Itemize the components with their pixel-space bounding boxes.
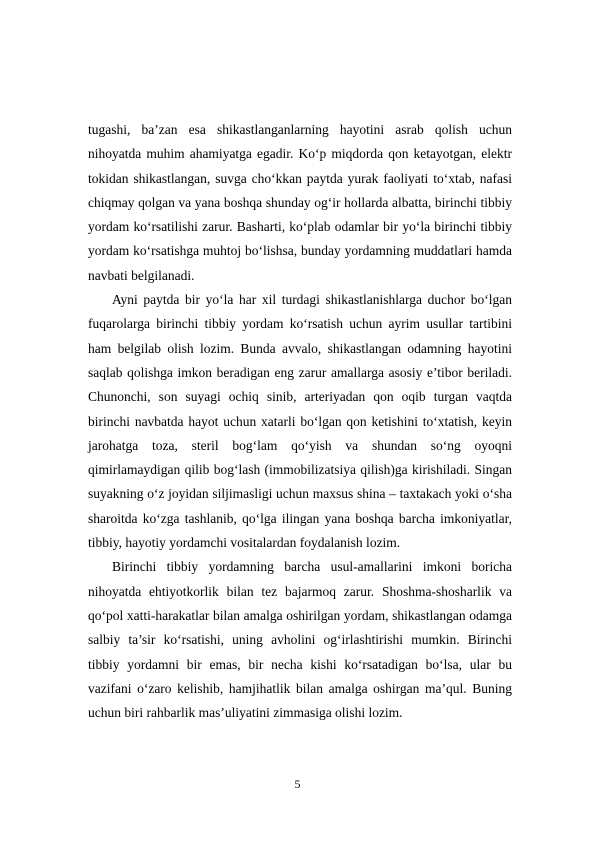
paragraph-continued: tugashi, ba’zan esa shikastlanganlarning hayotini asrab qolish uchun nihoyatda muhim ahamiyatga egadir. Ko‘p miqdorda qon ketayotgan, elektr tokidan shikastlangan, suvga cho‘kkan paytda yurak faoliyati to‘xtab, nafasi chiqmay qolgan va yana boshqa shunday og‘ir hollarda albatta, birinchi tibbiy yordam ko‘rsatilishi zarur. Basharti, ko‘plab odamlar bir yo‘la birinchi tibbiy yordam ko‘rsatishga muhtoj bo‘lishsa, bunday yordamning muddatlari hamda navbati belgilanadi. [88, 122, 512, 283]
paragraph: Birinchi tibbiy yordamning barcha usul-amallarini imkoni boricha nihoyatda ehtiyotkorlik bilan tez bajarmoq zarur. Shoshma-shosharlik va qo‘pol xatti-harakatlar bilan amalga oshirilgan yordam, shikastlangan odamga salbiy ta’sir ko‘rsatishi, uning avholini og‘irlashtirishi mumkin. Birinchi tibbiy yordamni bir emas, bir necha kishi ko‘rsatadigan bo‘lsa, ular bu vazifani o‘zaro kelishib, hamjihatlik bilan amalga oshirgan ma’qul. Buning uchun biri rahbarlik mas’uliyatini zimmasiga olishi lozim. [88, 559, 512, 721]
page-number: 5 [294, 777, 301, 791]
body-text [88, 118, 512, 725]
paragraph: Ayni paytda bir yo‘la har xil turdagi shikastlanishlarga duchor bo‘lgan fuqarolarga birinchi tibbiy yordam ko‘rsatish uchun ayrim usullar tartibini ham belgilab olish lozim. Bunda avvalo, shikastlangan odamning hayotini saqlab qolishga imkon beradigan eng zarur amallarga asosiy e’tibor beriladi. Chunonchi, son suyagi ochiq sinib, arteriyadan qon oqib turgan vaqtda birinchi navbatda hayot uchun xatarli bo‘lgan qon ketishini to‘xtatish, keyin jarohatga toza, steril bog‘lam qo‘yish va shundan so‘ng oyoqni qimirlamaydigan qilib bog‘lash (immobilizatsiya qilish)ga kirishiladi. Singan suyakning o‘z joyidan siljimasligi uchun maxsus shina – taxtakach yoki o‘sha sharoitda ko‘zga tashlanib, qo‘lga ilingan yana boshqa barcha imkoniyatlar, tibbiy, hayotiy yordamchi vositalardan foydalanish lozim. [88, 292, 512, 551]
